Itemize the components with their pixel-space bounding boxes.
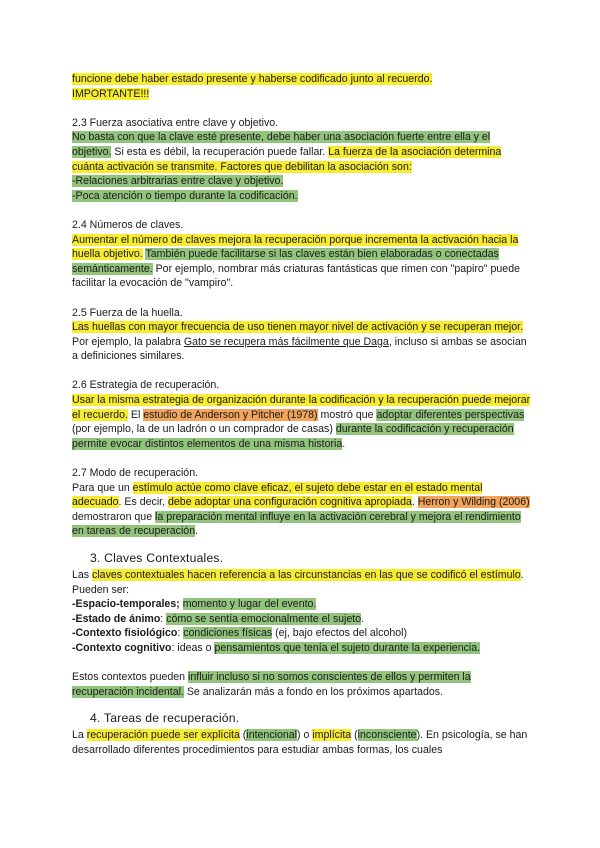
text: . xyxy=(342,437,346,450)
text: (por ejemplo, la de un ladrón o un comprador de casas) xyxy=(72,423,336,436)
paragraph-4 xyxy=(72,728,532,757)
text: : xyxy=(177,627,184,640)
text: ( xyxy=(239,729,247,742)
highlight: recuperación puede ser explícita xyxy=(86,729,240,742)
underlined-text: Gato se recupera más fácilmente que Daga xyxy=(183,335,389,348)
text: Por ejemplo, nombrar más criaturas fantásticas que rimen con "papiro" puede facilitar la evocación de "vampiro". xyxy=(72,262,520,290)
section-title-2-5: 2.5 Fuerza de la huella. xyxy=(72,306,183,319)
intro-paragraph xyxy=(72,72,532,101)
highlight: momento y lugar del evento. xyxy=(182,598,317,611)
text: La xyxy=(72,729,87,742)
heading-tareas-recuperacion: 4. Tareas de recuperación. xyxy=(90,711,240,726)
section-title-2-4: 2.4 Números de claves. xyxy=(72,218,184,231)
highlight: adoptar diferentes perspectivas xyxy=(376,408,525,421)
text: . Pueden ser: xyxy=(72,569,524,596)
highlight: cómo se sentía emocionalmente el sujeto xyxy=(166,612,362,625)
text: . xyxy=(411,496,418,509)
highlight: Usar la misma estrategia de organización durante la codificación y la recuperación puede mejorar el recuerdo. xyxy=(72,394,531,421)
highlight: estímulo actúe como clave eficaz, el sujeto debe estar en el estado mental adecuado xyxy=(72,481,483,509)
highlight: implícita xyxy=(312,729,352,742)
text: : xyxy=(160,612,167,625)
paragraph-2-6 xyxy=(72,393,532,451)
highlight: Aumentar el número de claves mejora la recuperación porque incrementa la activación hacia la huella objetivo. xyxy=(72,233,519,261)
context-list-item xyxy=(72,597,532,612)
document-page xyxy=(72,72,532,758)
context-list-item xyxy=(72,612,532,627)
highlight: Las huellas con mayor frecuencia de uso tienen mayor nivel de activación y se recuperan mejor. xyxy=(72,321,524,334)
highlight: intencional xyxy=(246,729,297,742)
text: : ideas o xyxy=(171,641,215,654)
context-list-item xyxy=(72,641,532,656)
text: ). En psicología, se han desarrollado diferentes procedimientos para estudiar ambas formas, los cuales xyxy=(72,729,528,756)
item-label: -Contexto cognitivo xyxy=(72,641,172,654)
highlight: -Poca atención o tiempo durante la codificación. xyxy=(72,189,298,202)
text: Se analizarán más a fondo en los próximos apartados. xyxy=(183,685,444,698)
paragraph-2-4 xyxy=(72,233,532,291)
section-title-2-7: 2.7 Modo de recuperación. xyxy=(72,467,199,480)
highlight: La fuerza de la asociación determina cuánta activación se transmite. Factores que debilitan la asociación son: xyxy=(72,145,502,173)
text: Las xyxy=(72,569,93,581)
paragraph-2-7 xyxy=(72,481,532,539)
text: Estos contextos pueden xyxy=(72,671,189,684)
item-label: -Espacio-temporales; xyxy=(72,598,180,611)
text: Si esta es débil, la recuperación puede fallar. xyxy=(111,145,329,158)
text: demostraron que xyxy=(72,510,156,523)
highlight: durante la codificación y recuperación permite evocar distintos elementos de una misma historia xyxy=(72,423,514,450)
highlight: No basta con que la clave esté presente, debe haber una asociación fuerte entre ella y el objetivo. xyxy=(72,131,491,158)
highlight: -Relaciones arbitrarias entre clave y objetivo. xyxy=(72,175,284,188)
highlight: condiciones físicas xyxy=(183,627,273,640)
section-title-2-6: 2.6 Estrategia de recuperación. xyxy=(72,379,220,392)
text: Por ejemplo, la palabra xyxy=(72,335,184,348)
paragraph-3-intro xyxy=(72,568,532,597)
text: (ej, bajo efectos del alcohol) xyxy=(272,627,408,640)
item-label: -Contexto fisiológico xyxy=(72,627,178,640)
heading-claves-contextuales: 3. Claves Contextuales. xyxy=(90,551,224,565)
section-title-2-3: 2.3 Fuerza asociativa entre clave y objetivo. xyxy=(72,116,279,129)
text: ) o xyxy=(297,729,313,742)
highlight: pensamientos que tenía el sujeto durante la experiencia. xyxy=(214,641,481,654)
highlight-orange: Herron y Wilding (2006) xyxy=(417,496,530,509)
text: . Es decir, xyxy=(118,496,169,509)
text: . xyxy=(361,612,365,625)
text: ( xyxy=(351,729,358,742)
highlight: la preparación mental influye en la activación cerebral y mejora el rendimiento en tareas de recuperación xyxy=(72,510,521,538)
item-label: -Estado de ánimo xyxy=(72,612,161,625)
highlight-important: IMPORTANTE!!! xyxy=(72,87,150,100)
highlight: claves contextuales hacen referencia a las circunstancias en las que se codificó el estímulo xyxy=(92,569,521,581)
highlight: inconsciente xyxy=(357,729,417,742)
highlight: debe adoptar una configuración cognitiva apropiada xyxy=(168,496,412,509)
paragraph-2-3 xyxy=(72,130,532,203)
highlight: influir incluso si no somos conscientes de ellos y permiten la recuperación incidental. xyxy=(72,671,471,698)
highlight-orange: estudio de Anderson y Pitcher (1978) xyxy=(143,408,318,421)
highlight: También puede facilitarse si las claves están bien elaboradas o conectadas semánticamente. xyxy=(72,248,499,275)
highlight: funcione debe haber estado presente y haberse codificado junto al recuerdo. xyxy=(72,73,433,85)
text: . xyxy=(195,525,199,538)
context-list-item xyxy=(72,626,532,641)
text: El xyxy=(127,408,144,421)
text: Para que un xyxy=(72,481,133,494)
paragraph-2-5 xyxy=(72,320,532,364)
paragraph-3-contexts xyxy=(72,670,532,699)
text: , incluso si ambas se asocian a definiciones similares. xyxy=(72,335,527,363)
text: mostró que xyxy=(317,408,377,421)
